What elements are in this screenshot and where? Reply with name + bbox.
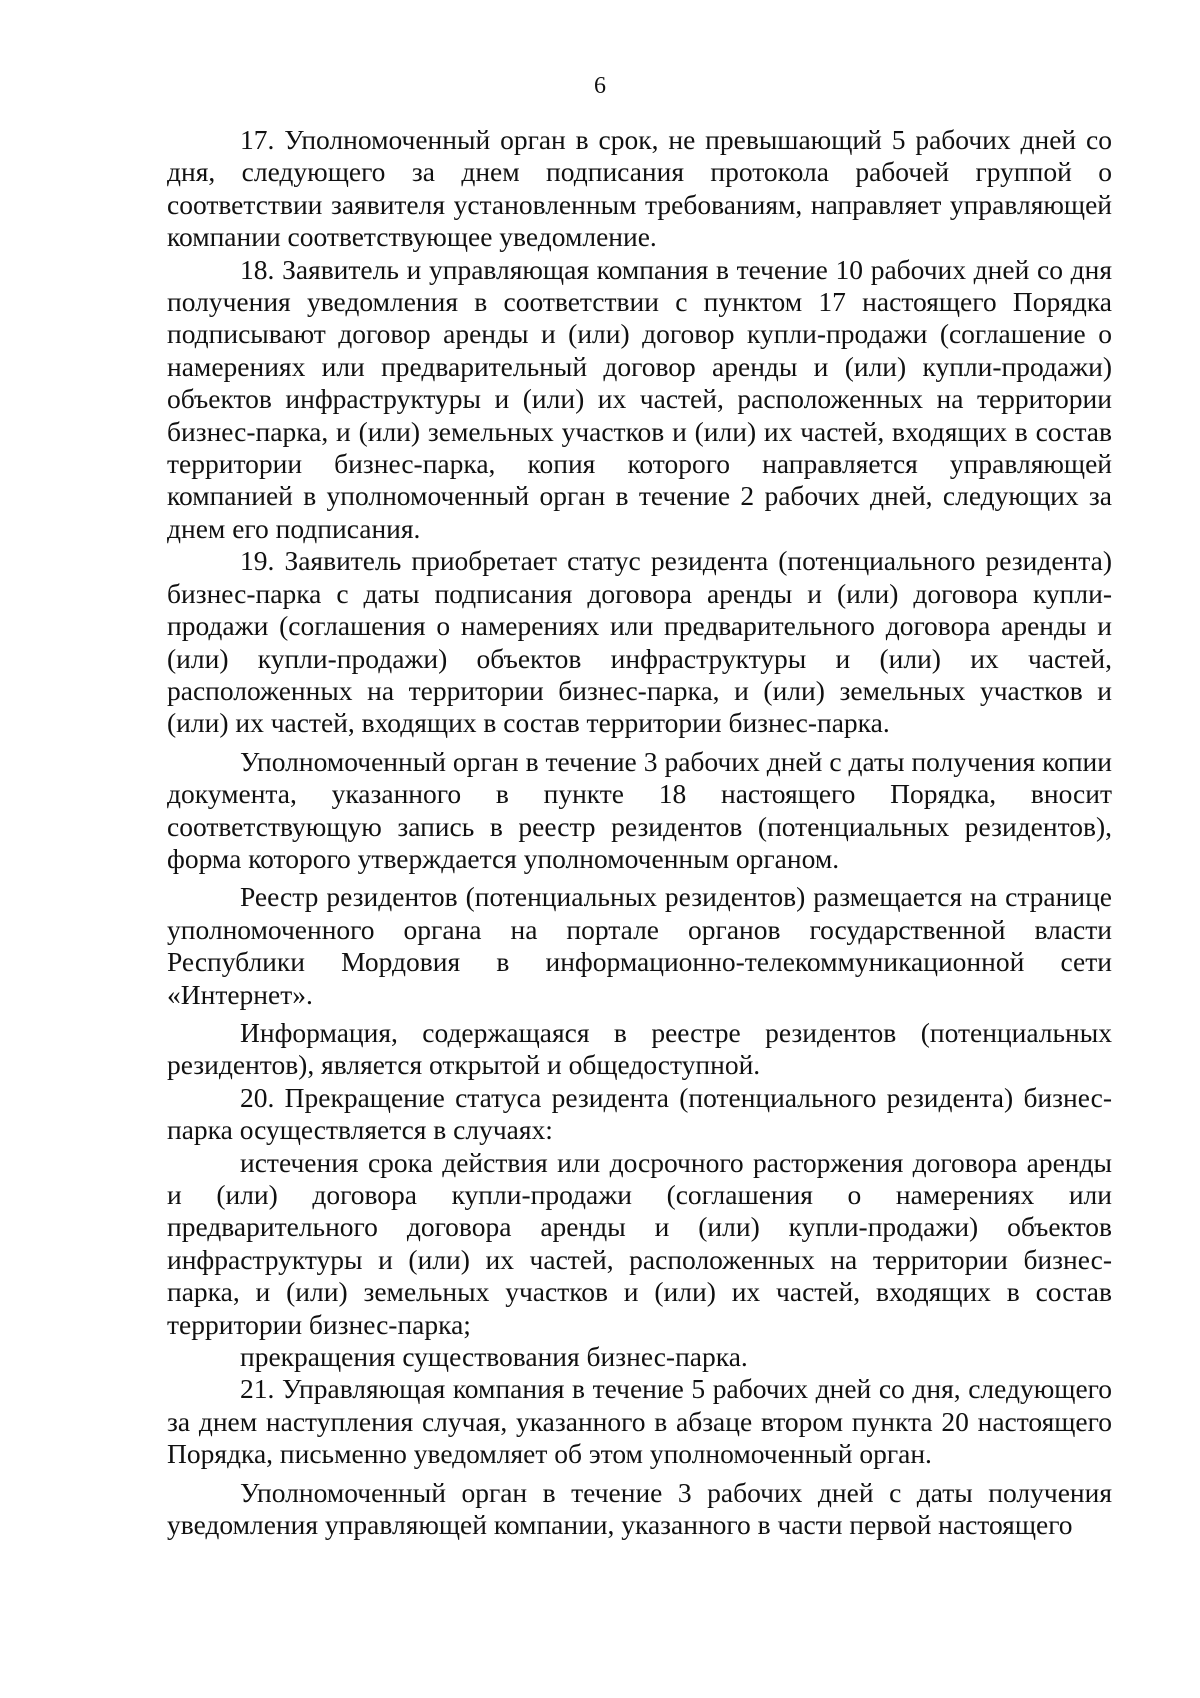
paragraph-21-continuation: Уполномоченный орган в течение 3 рабочих дней с даты получения уведомления управляющей компании, указанного в части первой настоящего (167, 1476, 1112, 1541)
paragraph-20-case-termination: прекращения существования бизнес-парка. (240, 1341, 748, 1373)
paragraph-20-case-contract: истечения срока действия или досрочного расторжения договора аренды и (или) договора купли-продажи (соглашения о намерениях или предварительного договора аренды и (или) купли-продажи) объектов инфраструктуры и (или) их частей, расположенных на территории бизнес-парка, и (или) земельных участков и (или) их частей, входящих в состав территории бизнес-парка; (167, 1146, 1112, 1340)
paragraph-20: 20. Прекращение статуса резидента (потенциального резидента) бизнес-парка осуществляется в случаях: (167, 1081, 1112, 1146)
paragraph-21: 21. Управляющая компания в течение 5 рабочих дней со дня, следующего за днем наступления случая, указанного в абзаце втором пункта 20 настоящего Порядка, письменно уведомляет об этом уполномоченный орган. (167, 1373, 1112, 1470)
paragraph-19: 19. Заявитель приобретает статус резидента (потенциального резидента) бизнес-парка с даты подписания договора аренды и (или) договора купли-продажи (соглашения о намерениях или предварительного договора аренды и (или) купли-продажи) объектов инфраструктуры и (или) их частей, расположенных на территории бизнес-парка, и (или) земельных участков и (или) их частей, входящих в состав территории бизнес-парка. (167, 545, 1112, 739)
paragraph-19-registry-access: Информация, содержащаяся в реестре резидентов (потенциальных резидентов), является открытой и общедоступной. (167, 1016, 1112, 1081)
paragraph-18: 18. Заявитель и управляющая компания в течение 10 рабочих дней со дня получения уведомления в соответствии с пунктом 17 настоящего Порядка подписывают договор аренды и (или) договор купли-продажи (соглашение о намерениях или предварительный договор аренды и (или) купли-продажи) объектов инфраструктуры и (или) их частей, расположенных на территории бизнес-парка, и (или) земельных участков и (или) их частей, входящих в состав территории бизнес-парка, копия которого направляется управляющей компанией в уполномоченный орган в течение 2 рабочих дней, следующих за днем его подписания. (167, 253, 1112, 544)
paragraph-19-registry-entry: Уполномоченный орган в течение 3 рабочих дней с даты получения копии документа, указанного в пункте 18 настоящего Порядка, вносит соответствующую запись в реестр резидентов (потенциальных резидентов), форма которого утверждается уполномоченным органом. (167, 745, 1112, 874)
paragraph-17: 17. Уполномоченный орган в срок, не превышающий 5 рабочих дней со дня, следующего за днем подписания протокола рабочей группой о соответствии заявителя установленным требованиям, направляет управляющей компании соответствующее уведомление. (167, 124, 1112, 253)
paragraph-19-registry-publication: Реестр резидентов (потенциальных резидентов) размещается на странице уполномоченного органа на портале органов государственной власти Республики Мордовия в информационно-телекоммуникационной сети «Интернет». (167, 881, 1112, 1010)
page-number: 6 (594, 73, 606, 99)
document-body (167, 124, 1112, 1541)
